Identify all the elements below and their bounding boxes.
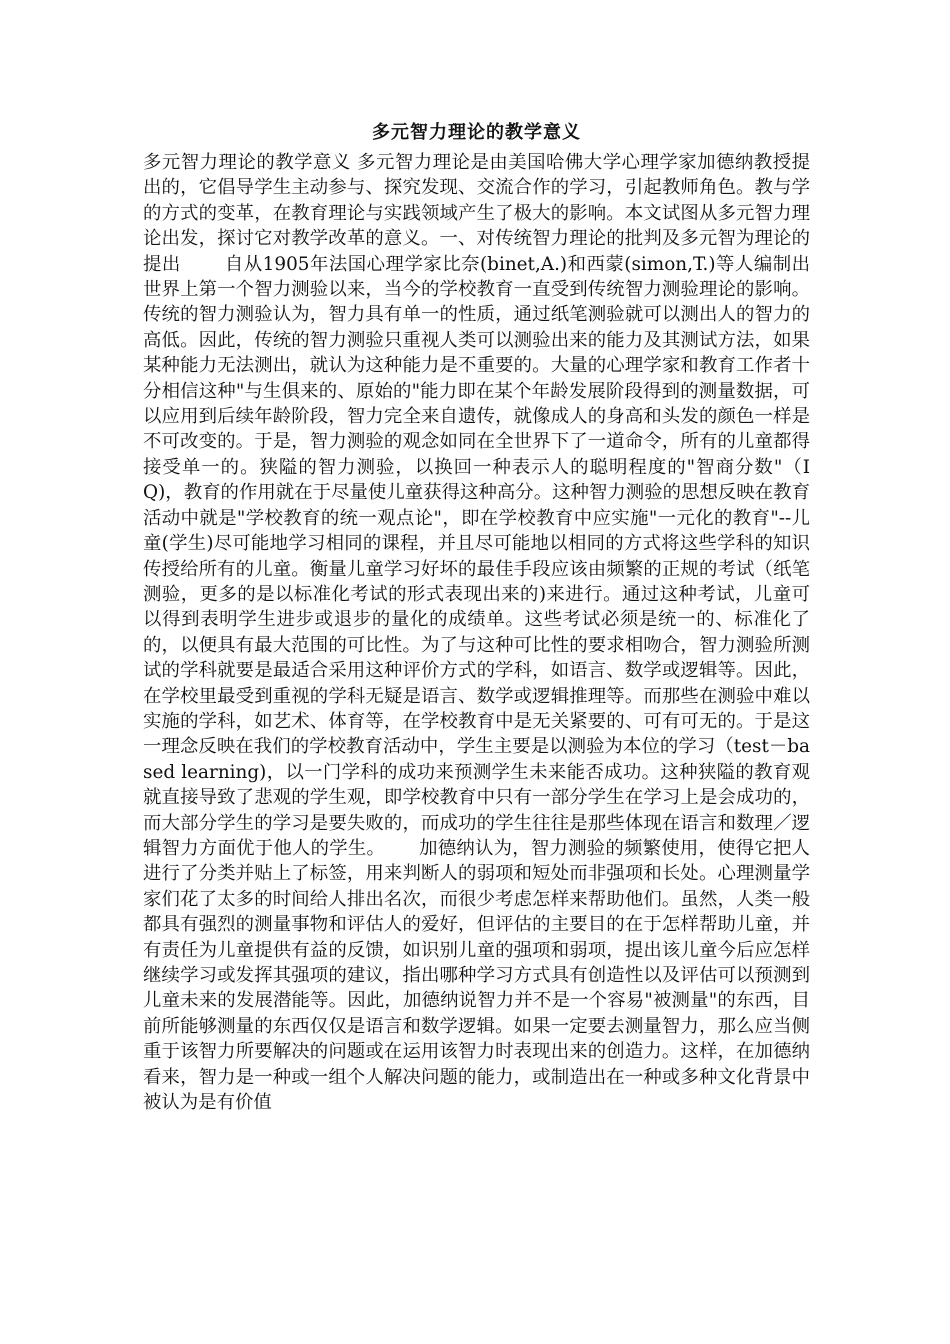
document-body	[143, 150, 810, 1115]
paragraph-intro: 多元智力理论的教学意义 多元智力理论是由美国哈佛大学心理学家加德纳教授提出的，它倡导学生主动参与、探究发现、交流合作的学习，引起教师角色。教与学的方式的变革，在教育理论与实践领域产生了极大的影响。本文试图从多元智力理论出发，探讨它对教学改革的意义。	[143, 152, 810, 250]
document-title: 多元智力理论的教学意义	[372, 122, 581, 143]
document-page	[143, 120, 810, 1115]
paragraph-section-one: 一、对传统智力理论的批判及多元智为理论的提出 自从1905年法国心理学家比奈(binet,A.)和西蒙(simon,T.)等人编制出世界上第一个智力测验以来，当今的学校教育一直受到传统智力测验理论的影响。传统的智力测验认为，智力具有单一的性质，通过纸笔测验就可以测出人的智力的高低。因此，传统的智力测验只重视人类可以测验出来的能力及其测试方法，如果某种能力无法测出，就认为这种能力是不重要的。大量的心理学家和教育工作者十分相信这种"与生俱来的、原始的"能力即在某个年龄发展阶段得到的测量数据，可以应用到后续年龄阶段，智力完全来自遗传，就像成人的身高和头发的颜色一样是不可改变的。于是，智力测验的观念如同在全世界下了一道命令，所有的儿童都得接受单一的。狭隘的智力测验，以换回一种表示人的聪明程度的"智商分数"（IQ)，教育的作用就在于尽量使儿童获得这种高分。这种智力测验的思想反映在教育活动中就是"学校教育的统一观点论"，即在学校教育中应实施"一元化的教育"--儿童(学生)尽可能地学习相同的课程，并且尽可能地以相同的方式将这些学科的知识传授给所有的儿童。衡量儿童学习好坏的最佳手段应该由频繁的正规的考试（纸笔测验，更多的是以标准化考试的形式表现出来的)来进行。通过这种考试，儿童可以得到表明学生进步或退步的量化的成绩单。这些考试必须是统一的、标准化了的，以便具有最大范围的可比性。为了与这种可比性的要求相吻合，智力测验所测试的学科就要是最适合采用这种评价方式的学科，如语言、数学或逻辑等。因此，在学校里最受到重视的学科无疑是语言、数学或逻辑推理等。而那些在测验中难以实施的学科，如艺术、体育等，在学校教育中是无关紧要的、可有可无的。于是这一理念反映在我们的学校教育活动中，学生主要是以测验为本位的学习（test－based learning)，以一门学科的成功来预测学生未来能否成功。这种狭隘的教育观就直接导致了悲观的学生观，即学校教育中只有一部分学生在学习上是会成功的，而大部分学生的学习是要失败的，而成功的学生往往是那些体现在语言和数理／逻辑智力方面优于他人的学生。 加德纳认为，智力测验的频繁使用，使得它把人进行了分类并贴上了标签，用来判断人的弱项和短处而非强项和长处。心理测量学家们花了太多的时间给人排出名次，而很少考虑怎样来帮助他们。虽然，人类一般都具有强烈的测量事物和评估人的爱好，但评估的主要目的在于怎样帮助儿童，并有责任为儿童提供有益的反馈，如识别儿童的强项和弱项，提出该儿童今后应怎样继续学习或发挥其强项的建议，指出哪种学习方式具有创造性以及评估可以预测到儿童未来的发展潜能等。因此，加德纳说智力并不是一个容易"被测量"的东西，目前所能够测量的东西仅仅是语言和数学逻辑。如果一定要去测量智力，那么应当侧重于该智力所要解决的问题或在运用该智力时表现出来的创造力。这样，在加德纳看来，智力是一种或一组个人解决问题的能力，或制造出在一种或多种文化背景中被认为是有价值	[143, 228, 810, 1114]
